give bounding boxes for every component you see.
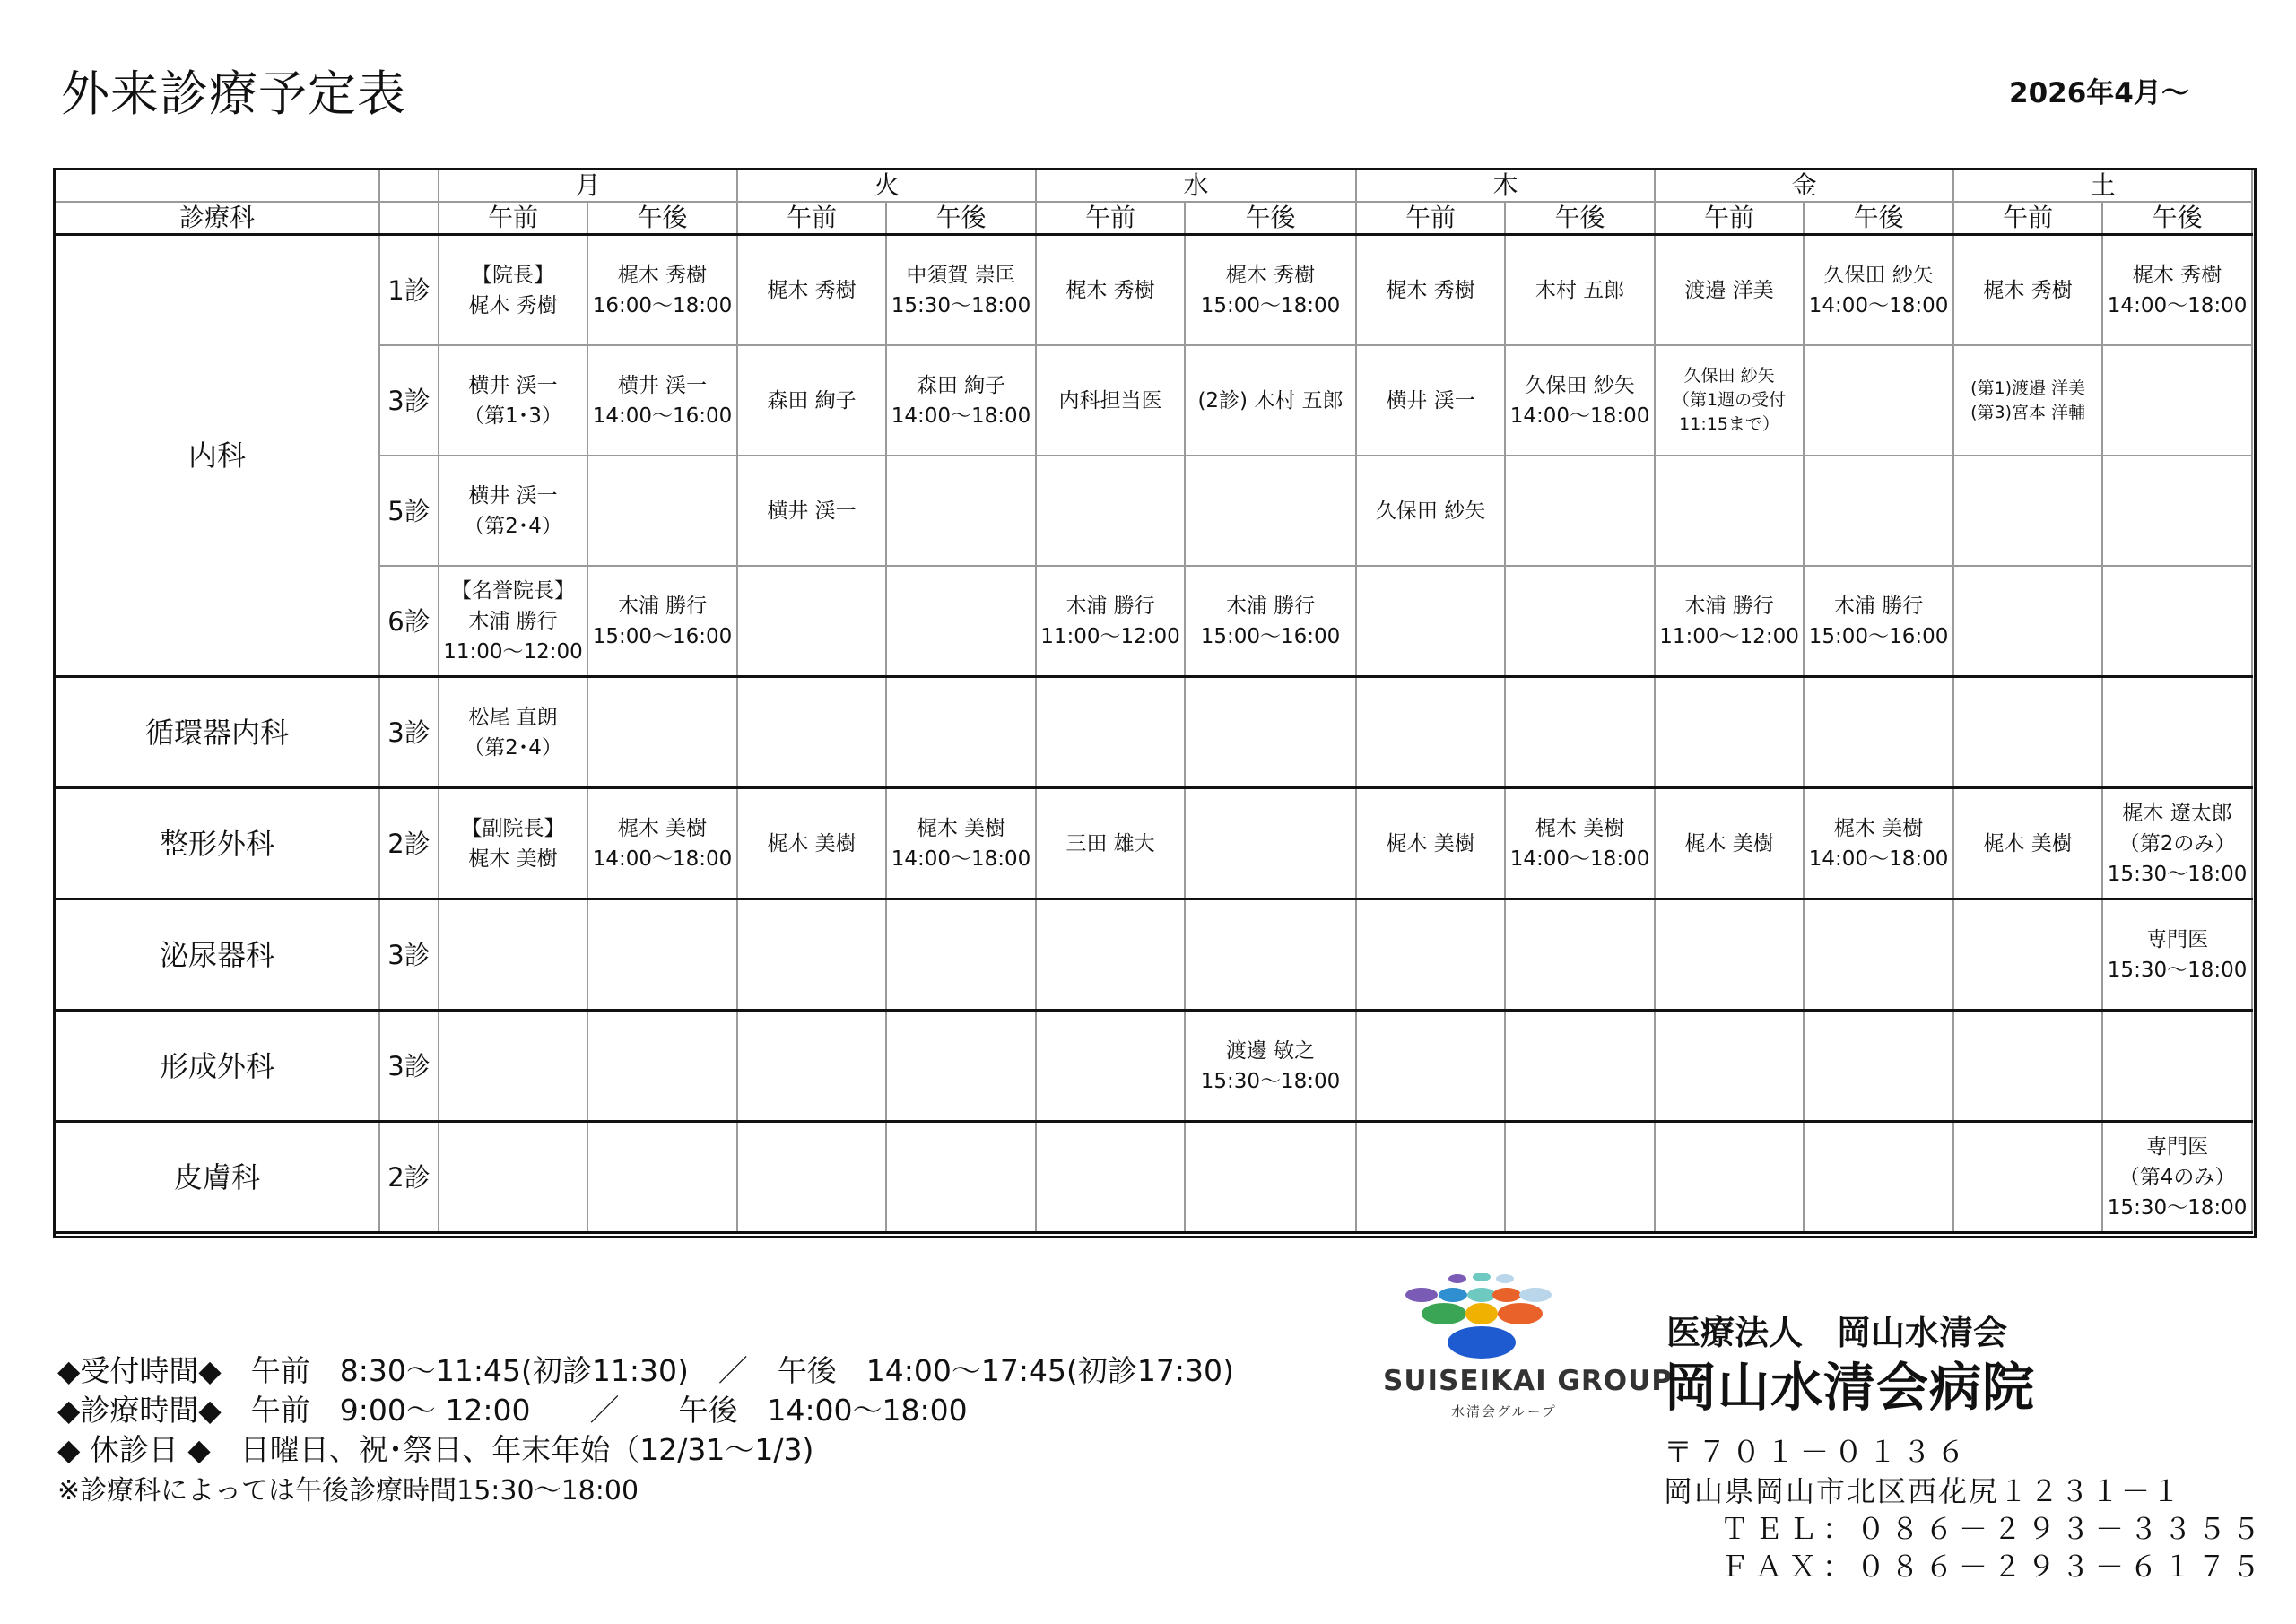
schedule-cell [737,899,886,1011]
day-header-row [55,169,2252,202]
fax: ＦＡＸ：０８６－２９３－６１７５ [1720,1550,2266,1584]
day-header: 土 [1953,169,2252,202]
schedule-cell: 【副院長】 梶木 美樹 [439,788,587,899]
schedule-cell [1356,1122,1505,1233]
schedule-cell: 梶木 秀樹 [1953,235,2102,346]
schedule-cell [1505,456,1655,566]
schedule-cell [1804,1122,1953,1233]
schedule-cell [886,1122,1036,1233]
schedule-cell: 木浦 勝行 15:00～16:00 [587,566,737,677]
schedule-cell [1356,677,1505,788]
period-header: 午前 [1036,202,1185,235]
schedule-cell: 横井 渓一 （第1･3） [439,345,587,456]
schedule-cell [737,566,886,677]
organization-name: 医療法人 岡山水清会 [1666,1313,2008,1352]
schedule-cell: 梶木 美樹 14:00～18:00 [886,788,1036,899]
table-row [55,235,2252,346]
schedule-cell [886,456,1036,566]
room-header [379,202,439,235]
schedule-cell [1505,899,1655,1011]
room-cell: 2診 [379,1122,439,1233]
schedule-cell [1953,456,2102,566]
schedule-cell: 【院長】 梶木 秀樹 [439,235,587,346]
schedule-cell: 中須賀 崇匡 15:30～18:00 [886,235,1036,346]
schedule-cell: (2診) 木村 五郎 [1185,345,1356,456]
room-cell: 2診 [379,788,439,899]
period-header-row [55,202,2252,235]
schedule-cell [1804,677,1953,788]
schedule-cell [1953,1122,2102,1233]
department-cell: 泌尿器科 [55,899,379,1011]
table-row [55,677,2252,788]
schedule-cell: 横井 渓一 14:00～16:00 [587,345,737,456]
schedule-cell: 梶木 美樹 14:00～18:00 [1804,788,1953,899]
schedule-cell: 梶木 秀樹 15:00～18:00 [1185,235,1356,346]
schedule-cell: 梶木 秀樹 14:00～18:00 [2102,235,2252,346]
schedule-cell [1356,566,1505,677]
schedule-cell [2102,677,2252,788]
schedule-cell [1505,1122,1655,1233]
telephone: ＴＥＬ：０８６－２９３－３３５５ [1720,1512,2266,1546]
schedule-cell [1185,899,1356,1011]
period-header: 午前 [1953,202,2102,235]
day-header: 木 [1356,169,1655,202]
schedule-cell [587,1122,737,1233]
schedule-cell [1036,456,1185,566]
department-cell: 整形外科 [55,788,379,899]
schedule-cell: 森田 絢子 14:00～18:00 [886,345,1036,456]
schedule-cell: 梶木 美樹 [737,788,886,899]
schedule-cell [1953,899,2102,1011]
schedule-cell [1804,1011,1953,1122]
schedule-cell [1036,1011,1185,1122]
schedule-table [54,169,2253,1234]
schedule-cell [1505,566,1655,677]
day-header: 火 [737,169,1036,202]
schedule-cell [1185,788,1356,899]
schedule-cell [1185,1122,1356,1233]
day-header: 金 [1655,169,1953,202]
schedule-cell: 横井 渓一 （第2･4） [439,456,587,566]
department-cell: 皮膚科 [55,1122,379,1233]
schedule-cell [1185,677,1356,788]
schedule-cell [1655,677,1804,788]
period-header: 午後 [1804,202,1953,235]
schedule-cell [587,456,737,566]
schedule-cell [737,1011,886,1122]
schedule-cell: 梶木 秀樹 [737,235,886,346]
schedule-cell [1036,899,1185,1011]
closed-days: ◆ 休診日 ◆ 日曜日、祝･祭日、年末年始（12/31～1/3) [57,1432,814,1467]
period-header: 午後 [1185,202,1356,235]
schedule-cell: 専門医 （第4のみ） 15:30～18:00 [2102,1122,2252,1233]
schedule-cell: 木浦 勝行 11:00～12:00 [1036,566,1185,677]
schedule-cell [737,1122,886,1233]
table-row [55,456,2252,566]
schedule-cell: 森田 絢子 [737,345,886,456]
room-cell: 3診 [379,1011,439,1122]
corner-cell [379,169,439,202]
schedule-cell [2102,345,2252,456]
schedule-cell: 梶木 美樹 14:00～18:00 [1505,788,1655,899]
schedule-cell: 内科担当医 [1036,345,1185,456]
schedule-cell [1953,566,2102,677]
schedule-cell: 梶木 秀樹 [1036,235,1185,346]
schedule-cell: 木村 五郎 [1505,235,1655,346]
period-header: 午後 [886,202,1036,235]
department-cell: 形成外科 [55,1011,379,1122]
schedule-cell: 梶木 秀樹 16:00～18:00 [587,235,737,346]
dept-header: 診療科 [55,202,379,235]
schedule-cell [1655,1122,1804,1233]
schedule-cell: 久保田 紗矢 [1356,456,1505,566]
table-row [55,1122,2252,1233]
postal-code: 〒７０１－０１３６ [1664,1435,1971,1469]
schedule-cell [1804,345,1953,456]
schedule-cell [439,1011,587,1122]
schedule-cell [1356,1011,1505,1122]
schedule-cell: 梶木 美樹 [1655,788,1804,899]
schedule-cell [886,566,1036,677]
schedule-cell [587,899,737,1011]
schedule-cell [737,677,886,788]
department-cell: 内科 [55,235,379,677]
schedule-cell [1953,677,2102,788]
schedule-cell [2102,456,2252,566]
schedule-cell [587,1011,737,1122]
schedule-cell: 久保田 紗矢 （第1週の受付 11:15まで） [1655,345,1804,456]
schedule-cell [439,1122,587,1233]
schedule-cell [1505,1011,1655,1122]
schedule-cell [1655,456,1804,566]
day-header: 水 [1036,169,1356,202]
period-header: 午前 [1356,202,1505,235]
room-cell: 5診 [379,456,439,566]
schedule-cell: 梶木 美樹 [1356,788,1505,899]
period-header: 午後 [1505,202,1655,235]
period-header: 午前 [1655,202,1804,235]
schedule-cell [886,677,1036,788]
schedule-cell: 久保田 紗矢 14:00～18:00 [1505,345,1655,456]
department-cell: 循環器内科 [55,677,379,788]
page-title: 外来診療予定表 [61,65,406,122]
schedule-cell [1953,1011,2102,1122]
room-cell: 1診 [379,235,439,346]
schedule-cell: 梶木 秀樹 [1356,235,1505,346]
schedule-cell: 横井 渓一 [737,456,886,566]
schedule-cell: 渡邊 敏之 15:30～18:00 [1185,1011,1356,1122]
schedule-cell [1804,456,1953,566]
schedule-cell: 横井 渓一 [1356,345,1505,456]
schedule-cell: 専門医 15:30～18:00 [2102,899,2252,1011]
schedule-cell: 【名誉院長】 木浦 勝行 11:00～12:00 [439,566,587,677]
schedule-cell [439,899,587,1011]
period-header: 午後 [587,202,737,235]
table-row [55,899,2252,1011]
schedule-cell: 木浦 勝行 11:00～12:00 [1655,566,1804,677]
schedule-cell [1185,456,1356,566]
table-row [55,1011,2252,1122]
hospital-name: 岡山水清会病院 [1665,1357,2036,1418]
schedule-cell [1505,677,1655,788]
schedule-cell [2102,1011,2252,1122]
table-row [55,566,2252,677]
schedule-cell [1655,1011,1804,1122]
period-header: 午前 [737,202,886,235]
schedule-cell: 梶木 美樹 14:00～18:00 [587,788,737,899]
schedule-cell [2102,566,2252,677]
edition-date: 2026年4月～ [2009,77,2189,109]
schedule-cell [1356,899,1505,1011]
reception-hours: ◆受付時間◆ 午前 8:30～11:45(初診11:30) ／ 午後 14:00～17:45(初診17:30) [57,1353,1234,1388]
hours-note: ※診療科によっては午後診療時間15:30～18:00 [57,1475,639,1507]
period-header: 午後 [2102,202,2252,235]
schedule-cell [886,1011,1036,1122]
room-cell: 3診 [379,677,439,788]
schedule-cell [587,677,737,788]
schedule-cell: 梶木 美樹 [1953,788,2102,899]
schedule-cell: 松尾 直朗 （第2･4） [439,677,587,788]
schedule-cell: 久保田 紗矢 14:00～18:00 [1804,235,1953,346]
schedule-cell [1036,677,1185,788]
room-cell: 6診 [379,566,439,677]
address: 岡山県岡山市北区西花尻１２３１－１ [1664,1474,2183,1508]
room-cell: 3診 [379,345,439,456]
table-row [55,345,2252,456]
schedule-cell [1655,899,1804,1011]
schedule-cell [1036,1122,1185,1233]
schedule-cell: 渡邉 洋美 [1655,235,1804,346]
corner-cell [55,169,379,202]
table-row [55,788,2252,899]
logo-wordmark: SUISEIKAI GROUP [1383,1365,1673,1397]
logo-subtitle: 水清会グループ [1451,1403,1557,1420]
schedule-cell: 木浦 勝行 15:00～16:00 [1804,566,1953,677]
schedule-cell: 三田 雄大 [1036,788,1185,899]
schedule-cell: (第1)渡邉 洋美 (第3)宮本 洋輔 [1953,345,2102,456]
schedule-cell: 梶木 遼太郎 （第2のみ） 15:30～18:00 [2102,788,2252,899]
schedule-cell: 木浦 勝行 15:00～16:00 [1185,566,1356,677]
room-cell: 3診 [379,899,439,1011]
schedule-cell [1804,899,1953,1011]
consultation-hours: ◆診療時間◆ 午前 9:00～ 12:00 ／ 午後 14:00～18:00 [57,1393,968,1428]
day-header: 月 [439,169,737,202]
schedule-cell [886,899,1036,1011]
period-header: 午前 [439,202,587,235]
